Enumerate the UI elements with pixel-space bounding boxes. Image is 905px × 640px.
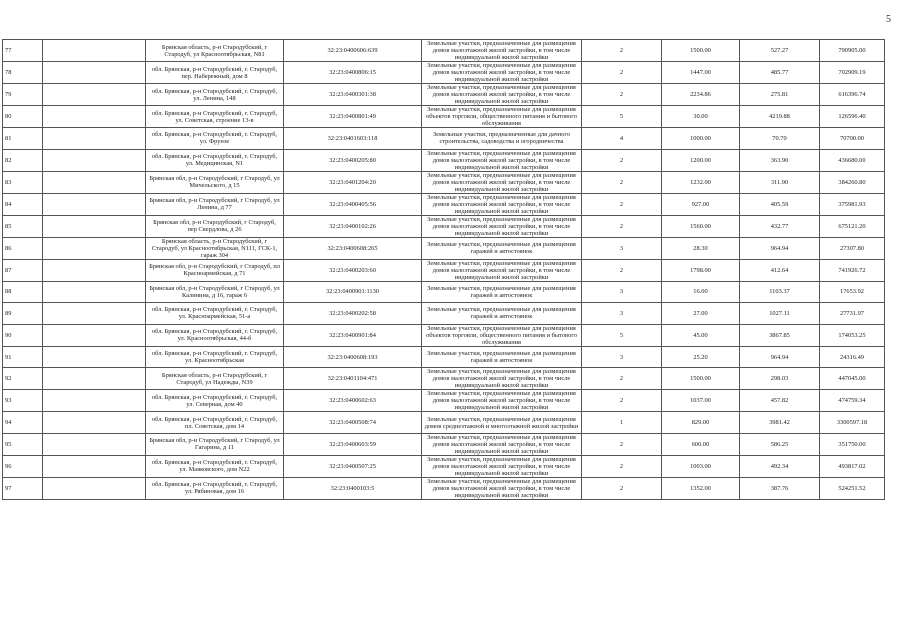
row-cadastral-value: 447045.00 [820,368,885,390]
row-number: 83 [3,171,43,193]
row-blank-cell [43,455,146,477]
row-area: 1003.00 [662,455,740,477]
row-number: 81 [3,128,43,150]
table-row [3,128,885,150]
row-address: обл. Брянская, р-н Стародубский, г. Стародуб, пл. Советская, дом 14 [146,412,284,434]
row-land-use: Земельные участки, предназначенные для размещения гаражей и автостоянок [422,281,582,303]
row-cadastral-value: 174053.25 [820,324,885,346]
row-cadastral-value: 493817.02 [820,455,885,477]
row-unit-value: 1103.37 [740,281,820,303]
row-number: 82 [3,149,43,171]
row-land-use: Земельные участки, предназначенные для дачного строительства, садоводства и огородничества [422,128,582,150]
row-area: 25.20 [662,346,740,368]
row-cadastral-number: 32:23:0400205:80 [284,149,422,171]
row-unit-value: 432.77 [740,215,820,237]
row-number: 86 [3,237,43,259]
row-number: 95 [3,433,43,455]
row-area: 16.00 [662,281,740,303]
row-address: обл. Брянская, р-н Стародубский, г. Стародуб, пер. Набережный, дом 8 [146,62,284,84]
row-area: 927.00 [662,193,740,215]
row-cadastral-number: 32:23:0400405:56 [284,193,422,215]
row-cadastral-value: 524251.52 [820,477,885,499]
row-group: 3 [582,346,662,368]
row-unit-value: 1027.11 [740,303,820,325]
row-address: Брянская область, р-н Стародубский, г Стародуб, ул Надежды, N39 [146,368,284,390]
row-cadastral-value: 436680.00 [820,149,885,171]
row-area: 30.00 [662,106,740,128]
row-address: обл. Брянская, р-н Стародубский, г. Стародуб, ул. Фрунзе [146,128,284,150]
row-group: 3 [582,237,662,259]
row-address: обл. Брянская, р-н Стародубский, г. Стародуб, ул. Красноотябрьская, 44-б [146,324,284,346]
row-area: 28.30 [662,237,740,259]
row-group: 2 [582,477,662,499]
row-number: 87 [3,259,43,281]
row-cadastral-number: 32:23:0401104:471 [284,368,422,390]
row-group: 2 [582,149,662,171]
row-area: 1352.00 [662,477,740,499]
cadastral-value-table [2,39,885,500]
row-area: 27.00 [662,303,740,325]
row-cadastral-number: 32:23:0400901:84 [284,324,422,346]
row-blank-cell [43,281,146,303]
row-number: 84 [3,193,43,215]
row-cadastral-number: 32:23:0400301:38 [284,84,422,106]
table-row [3,303,885,325]
table-row [3,412,885,434]
row-cadastral-value: 790905.00 [820,40,885,62]
row-blank-cell [43,84,146,106]
table-row [3,324,885,346]
row-land-use: Земельные участки, предназначенные для размещения домов малоэтажной жилой застройки, в том числе индивидуальной жилой застройки [422,193,582,215]
row-land-use: Земельные участки, предназначенные для размещения домов среднеэтажной и многоэтажной жилой застройки [422,412,582,434]
row-blank-cell [43,303,146,325]
row-land-use: Земельные участки, предназначенные для размещения домов малоэтажной жилой застройки, в том числе индивидуальной жилой застройки [422,149,582,171]
row-address: Брянская обл, р-н Стародубский, г Стародуб, пл Красноармейская, д 71 [146,259,284,281]
row-cadastral-number: 32:23:0400608:193 [284,346,422,368]
row-group: 2 [582,193,662,215]
row-area: 1447.00 [662,62,740,84]
row-land-use: Земельные участки, предназначенные для размещения домов малоэтажной жилой застройки, в том числе индивидуальной жилой застройки [422,259,582,281]
row-blank-cell [43,40,146,62]
row-cadastral-value: 351750.00 [820,433,885,455]
row-address: обл. Брянская, р-н Стародубский, г. Стародуб, ул. Советская, строение 13-в [146,106,284,128]
row-cadastral-value: 3300597.18 [820,412,885,434]
row-group: 3 [582,281,662,303]
row-unit-value: 457.82 [740,390,820,412]
row-address: Брянская обл, р-н Стародубский, г Стародуб, ул Гагарина, д 11 [146,433,284,455]
table-row [3,477,885,499]
table-row [3,368,885,390]
row-number: 79 [3,84,43,106]
row-cadastral-number: 32:23:0400603:59 [284,433,422,455]
row-number: 97 [3,477,43,499]
row-cadastral-value: 702909.19 [820,62,885,84]
table-row [3,171,885,193]
row-address: обл. Брянская, р-н Стародубский, г. Стародуб, ул. Красноотябрьская [146,346,284,368]
row-land-use: Земельные участки, предназначенные для размещения гаражей и автостоянок [422,303,582,325]
row-group: 2 [582,215,662,237]
row-address: Брянская обл, р-н Стародубский, г Стародуб, пер Свердлова, д 26 [146,215,284,237]
row-number: 90 [3,324,43,346]
row-group: 2 [582,368,662,390]
row-blank-cell [43,215,146,237]
row-cadastral-number: 32:23:0400608:265 [284,237,422,259]
row-blank-cell [43,324,146,346]
table-row [3,455,885,477]
row-unit-value: 485.77 [740,62,820,84]
row-blank-cell [43,149,146,171]
row-address: обл. Брянская, р-н Стародубский, г. Стародуб, ул. Красноармейская, 51-а [146,303,284,325]
row-area: 1500.00 [662,368,740,390]
row-cadastral-value: 474759.34 [820,390,885,412]
row-address: Брянская обл, р-н Стародубский, г Стародуб, ул Ленина, д 77 [146,193,284,215]
row-cadastral-number: 32:23:0400102:26 [284,215,422,237]
row-unit-value: 964.94 [740,346,820,368]
row-area: 600.00 [662,433,740,455]
page-number: 5 [886,14,891,25]
row-blank-cell [43,346,146,368]
row-area: 1232.00 [662,171,740,193]
row-unit-value: 527.27 [740,40,820,62]
row-unit-value: 387.76 [740,477,820,499]
row-land-use: Земельные участки, предназначенные для размещения домов малоэтажной жилой застройки, в том числе индивидуальной жилой застройки [422,215,582,237]
table-row [3,84,885,106]
row-cadastral-number: 32:23:0400202:58 [284,303,422,325]
row-land-use: Земельные участки, предназначенные для размещения домов малоэтажной жилой застройки, в том числе индивидуальной жилой застройки [422,390,582,412]
row-unit-value: 3981.42 [740,412,820,434]
row-blank-cell [43,106,146,128]
row-unit-value: 3867.85 [740,324,820,346]
row-land-use: Земельные участки, предназначенные для размещения домов малоэтажной жилой застройки, в том числе индивидуальной жилой застройки [422,40,582,62]
row-land-use: Земельные участки, предназначенные для размещения объектов торговли, общественного питания и бытового обслуживания [422,106,582,128]
row-land-use: Земельные участки, предназначенные для размещения гаражей и автостоянок [422,237,582,259]
row-number: 78 [3,62,43,84]
row-land-use: Земельные участки, предназначенные для размещения домов малоэтажной жилой застройки, в том числе индивидуальной жилой застройки [422,477,582,499]
row-group: 5 [582,324,662,346]
row-cadastral-number: 32:23:0400801:49 [284,106,422,128]
row-unit-value: 275.81 [740,84,820,106]
row-cadastral-value: 741926.72 [820,259,885,281]
table-row [3,390,885,412]
row-unit-value: 586.25 [740,433,820,455]
row-number: 93 [3,390,43,412]
row-land-use: Земельные участки, предназначенные для размещения домов малоэтажной жилой застройки, в том числе индивидуальной жилой застройки [422,171,582,193]
table-row [3,281,885,303]
row-area: 1037.00 [662,390,740,412]
row-group: 1 [582,412,662,434]
row-address: обл. Брянская, р-н Стародубский, г. Стародуб, ул. Рябиновая, дом 16 [146,477,284,499]
row-land-use: Земельные участки, предназначенные для размещения домов малоэтажной жилой застройки, в том числе индивидуальной жилой застройки [422,84,582,106]
row-group: 2 [582,171,662,193]
row-cadastral-number: 32:23:0401204:20 [284,171,422,193]
row-unit-value: 492.34 [740,455,820,477]
row-number: 94 [3,412,43,434]
row-cadastral-value: 24316.49 [820,346,885,368]
row-cadastral-number: 32:23:0400203:60 [284,259,422,281]
row-area: 1560.00 [662,215,740,237]
row-number: 89 [3,303,43,325]
row-blank-cell [43,237,146,259]
table-row [3,106,885,128]
row-area: 1200.00 [662,149,740,171]
row-number: 88 [3,281,43,303]
table-row [3,40,885,62]
row-number: 92 [3,368,43,390]
row-group: 5 [582,106,662,128]
row-address: Брянская обл, р-н Стародубский, г Стародуб, ул Мичельского, д 15 [146,171,284,193]
table-row [3,62,885,84]
row-area: 45.00 [662,324,740,346]
row-blank-cell [43,259,146,281]
row-group: 2 [582,40,662,62]
row-cadastral-number: 32:23:0400901:1130 [284,281,422,303]
row-blank-cell [43,412,146,434]
row-cadastral-number: 32:23:0401603:118 [284,128,422,150]
row-group: 3 [582,303,662,325]
row-unit-value: 964.94 [740,237,820,259]
row-address: обл. Брянская, р-н Стародубский, г. Стародуб, ул. Медицинская, N1 [146,149,284,171]
table-row [3,237,885,259]
row-number: 85 [3,215,43,237]
row-group: 2 [582,84,662,106]
row-group: 2 [582,390,662,412]
row-unit-value: 4219.88 [740,106,820,128]
row-land-use: Земельные участки, предназначенные для размещения домов малоэтажной жилой застройки, в том числе индивидуальной жилой застройки [422,368,582,390]
row-blank-cell [43,390,146,412]
row-cadastral-number: 32:23:0400806:15 [284,62,422,84]
row-cadastral-number: 32:23:0400606:639 [284,40,422,62]
row-group: 2 [582,259,662,281]
row-cadastral-value: 616396.74 [820,84,885,106]
row-blank-cell [43,128,146,150]
row-area: 1500.00 [662,40,740,62]
row-cadastral-number: 32:23:0400507:25 [284,455,422,477]
row-group: 2 [582,62,662,84]
row-address: Брянская обл, р-н Стародубский, г Стародуб, ул Калинина, д 16, гараж 6 [146,281,284,303]
row-area: 1000.00 [662,128,740,150]
row-number: 91 [3,346,43,368]
row-area: 2234.86 [662,84,740,106]
row-unit-value: 363.90 [740,149,820,171]
row-address: Брянская область, р-н Стародубский, г Стародуб, ул Красноотябрьская, N111, ГСК-1, гараж 304 [146,237,284,259]
row-blank-cell [43,433,146,455]
row-blank-cell [43,62,146,84]
row-land-use: Земельные участки, предназначенные для размещения объектов торговли, общественного питания и бытового обслуживания [422,324,582,346]
row-cadastral-number: 32:23:0400602:63 [284,390,422,412]
row-address: Брянская область, р-н Стародубский, г Стародуб, ул Красноотябрьская, N81 [146,40,284,62]
row-unit-value: 412.64 [740,259,820,281]
row-land-use: Земельные участки, предназначенные для размещения гаражей и автостоянок [422,346,582,368]
row-blank-cell [43,368,146,390]
row-cadastral-value: 126596.40 [820,106,885,128]
table-row [3,433,885,455]
row-unit-value: 70.70 [740,128,820,150]
row-group: 2 [582,433,662,455]
row-blank-cell [43,193,146,215]
table-row [3,193,885,215]
row-blank-cell [43,477,146,499]
table-row [3,215,885,237]
row-area: 1798.00 [662,259,740,281]
row-land-use: Земельные участки, предназначенные для размещения домов малоэтажной жилой застройки, в том числе индивидуальной жилой застройки [422,62,582,84]
row-number: 96 [3,455,43,477]
row-land-use: Земельные участки, предназначенные для размещения домов малоэтажной жилой застройки, в том числе индивидуальной жилой застройки [422,455,582,477]
row-cadastral-value: 675121.20 [820,215,885,237]
table-row [3,259,885,281]
row-group: 4 [582,128,662,150]
row-number: 77 [3,40,43,62]
table-row [3,346,885,368]
row-land-use: Земельные участки, предназначенные для размещения домов малоэтажной жилой застройки, в том числе индивидуальной жилой застройки [422,433,582,455]
row-cadastral-value: 17653.92 [820,281,885,303]
row-cadastral-value: 375981.93 [820,193,885,215]
row-cadastral-value: 27731.97 [820,303,885,325]
row-area: 829.00 [662,412,740,434]
row-address: обл. Брянская, р-н Стародубский, г. Стародуб, ул. Маяковского, дом N22 [146,455,284,477]
row-cadastral-number: 32:23:0400103:5 [284,477,422,499]
row-address: обл. Брянская, р-н Стародубский, г. Стародуб, ул. Ленина, 148 [146,84,284,106]
table-row [3,149,885,171]
row-unit-value: 311.90 [740,171,820,193]
row-address: обл. Брянская, р-н Стародубский, г. Стародуб, ул. Северная, дом 40 [146,390,284,412]
row-unit-value: 298.03 [740,368,820,390]
row-blank-cell [43,171,146,193]
row-cadastral-value: 27307.80 [820,237,885,259]
row-unit-value: 405.59 [740,193,820,215]
row-cadastral-value: 384260.80 [820,171,885,193]
row-cadastral-value: 70700.00 [820,128,885,150]
row-cadastral-number: 32:23:0400508:74 [284,412,422,434]
row-group: 2 [582,455,662,477]
row-number: 80 [3,106,43,128]
